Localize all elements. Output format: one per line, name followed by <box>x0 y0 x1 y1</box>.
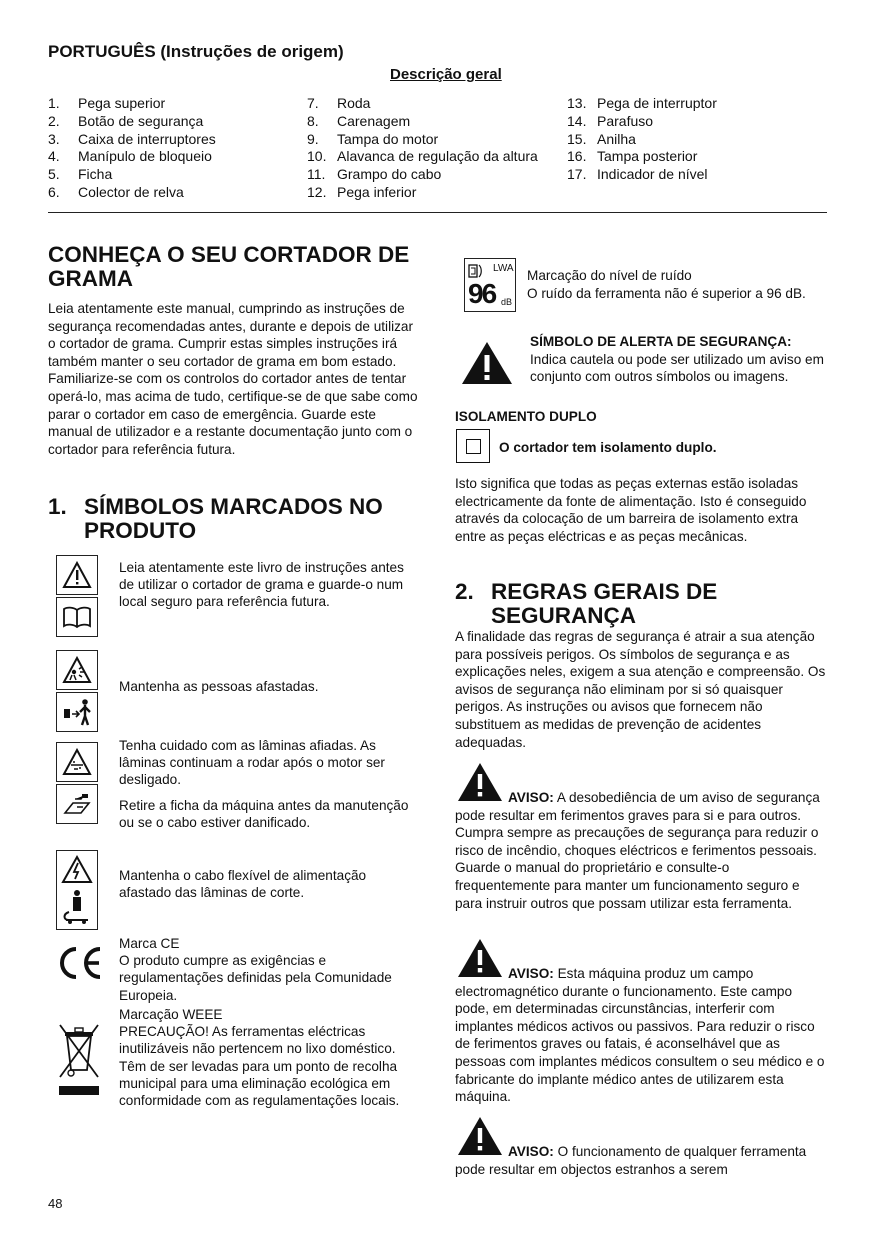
safety-alert-title: SÍMBOLO DE ALERTA DE SEGURANÇA: <box>530 334 792 349</box>
sharp-blades-symbol <box>56 742 100 826</box>
ce-mark-icon <box>56 945 104 986</box>
double-insulation-label: O cortador tem isolamento duplo. <box>499 440 717 455</box>
list-item: 11. Grampo do cabo <box>307 166 442 183</box>
parts-list-column-2 <box>307 95 538 202</box>
section-2-paragraph: A finalidade das regras de segurança é atrair a sua atenção para possíveis perigos. Os símbolos de segurança e as explicações neles, exigem a sua atenção e compreensão. Os avisos de segurança não eliminam por si só quaisquer perigos. As instruções ou avisos que fornecem não substituem as medidas de prevenção de acidentes adequadas. <box>455 629 826 750</box>
ce-mark-description <box>119 935 419 1004</box>
list-item: 3. Caixa de interruptores <box>48 130 216 147</box>
parts-list-title: Descrição geral <box>390 66 502 83</box>
noise-value: 96 <box>468 278 496 309</box>
weee-title: Marcação WEEE <box>119 1007 223 1022</box>
list-item: 7. Roda <box>307 95 371 111</box>
warning-text-1: A desobediência de um aviso de segurança pode resultar em ferimentos graves para si e para outros. Cumpra sempre as precauções de segurança para reduzir o risco de incêndio, choques eléctricos e ferimentos pessoais. Guarde o manual do proprietário e consulte-o frequentemente para manter um funcionamento seguro e para instruir outros que possam utilizar esta ferramenta. <box>455 790 820 911</box>
unplug-manual-icon <box>56 784 98 824</box>
list-item: 10. Alavanca de regulação da altura <box>307 148 538 165</box>
parts-list-column-3 <box>567 95 717 184</box>
noise-unit: dB <box>501 297 513 307</box>
double-insulation-icon <box>456 429 490 463</box>
ce-mark-text: O produto cumpre as exigências e regulamentações definidas pela Comunidade Europeia. <box>119 953 392 1003</box>
safety-alert-text: Indica cautela ou pode ser utilizado um aviso em conjunto com outros símbolos ou imagens. <box>530 351 824 385</box>
person-distance-icon <box>56 692 98 732</box>
double-insulation-heading: ISOLAMENTO DUPLO <box>455 409 597 424</box>
list-item: 9. Tampa do motor <box>307 130 439 147</box>
list-item: 15. Anilha <box>567 130 636 147</box>
section-2-heading: 2. REGRAS GERAIS DE SEGURANÇA <box>455 579 718 628</box>
book-icon <box>56 597 98 637</box>
thrown-objects-warning-icon <box>56 650 98 690</box>
warning-paragraph-2 <box>455 938 827 1106</box>
noise-title: Marcação do nível de ruído <box>527 268 692 283</box>
list-item: 6. Colector de relva <box>48 183 184 200</box>
warning-triangle-icon <box>56 555 98 595</box>
double-insulation-text: Isto significa que todas as peças externas estão isoladas electricamente da fonte de alimentação. Isto é conseguido através da colocação de um barreira de isolamento extra entre as peças eléctricas e as peças mecânicas. <box>455 476 807 544</box>
page-number: 48 <box>48 1196 63 1211</box>
warning-triangle-icon <box>457 762 503 807</box>
noise-level-icon <box>464 258 516 312</box>
list-item: 16. Tampa posterior <box>567 148 698 165</box>
electric-hazard-icon <box>56 850 98 930</box>
remove-plug-text: Retire a ficha da máquina antes da manutenção ou se o cabo estiver danificado. <box>119 798 409 831</box>
noise-description <box>527 267 837 302</box>
warning-triangle-icon <box>457 938 503 983</box>
warning-triangle-icon <box>457 1116 503 1161</box>
list-item: 17. Indicador de nível <box>567 166 708 183</box>
list-item: 5. Ficha <box>48 166 113 183</box>
ce-mark-title: Marca CE <box>119 936 180 951</box>
list-item: 2. Botão de segurança <box>48 112 204 129</box>
keep-away-text: Mantenha as pessoas afastadas. <box>119 679 319 694</box>
list-item: 13. Pega de interruptor <box>567 95 717 111</box>
warning-text-2: Esta máquina produz um campo electromagnético durante o funcionamento. Este campo pode, em determinadas circunstâncias, interferir com implantes médicos activos ou passivos. Para reduzir o risco de ferimentos graves ou fatais, é aconselhável que as pessoas com implantes médicos consultem o seu médico e o fabricante do implante médico antes de utilizarem esta máquina. <box>455 966 825 1105</box>
warning-paragraph-3 <box>455 1116 827 1178</box>
read-manual-text: Leia atentamente este livro de instruções antes de utilizar o cortador de grama e guarde-o num local seguro para referência futura. <box>119 560 404 610</box>
list-item: 8. Carenagem <box>307 112 411 129</box>
warning-label: AVISO: <box>508 966 554 981</box>
cable-away-text: Mantenha o cabo flexível de alimentação afastado das lâminas de corte. <box>119 868 367 901</box>
intro-paragraph: Leia atentamente este manual, cumprindo as instruções de segurança recomendadas antes, durante e depois de utilizar o cortador de grama. Cumprir estas simples instruções irá também manter o seu cortador de grama em bom estado. Familiarize-se com os controlos do cortador antes de tentar operá-lo, mas acima de tudo, certifique-se de que sabe como parar o cortador em caso de emergência. Guarde este manual de utilizador e a restante documentação junto com o cortador para referência futura. <box>48 301 418 457</box>
warning-label: AVISO: <box>508 1144 554 1159</box>
keep-away-symbol <box>56 650 100 734</box>
section-1-heading: 1. SÍMBOLOS MARCADOS NO PRODUTO <box>48 494 383 543</box>
header-divider <box>48 212 827 213</box>
list-item: 4. Manípulo de bloqueio <box>48 148 212 165</box>
intro-heading: CONHEÇA O SEU CORTADOR DE GRAMA <box>48 242 410 291</box>
noise-label: LWA <box>493 263 514 274</box>
noise-text: O ruído da ferramenta não é superior a 96 dB. <box>527 285 806 301</box>
weee-text: PRECAUÇÃO! As ferramentas eléctricas inutilizáveis não pertencem no lixo doméstico. Têm de ser levadas para um ponto de recolha municipal para uma eliminação ecológica em conformidade com as regulamentações locais. <box>119 1024 400 1109</box>
cable-away-symbol <box>56 850 100 932</box>
sharp-blades-text: Tenha cuidado com as lâminas afiadas. As lâminas continuam a rodar após o motor ser desligado. <box>119 738 385 788</box>
list-item: 1. Pega superior <box>48 95 166 111</box>
weee-description <box>119 1006 419 1109</box>
warning-text-3: O funcionamento de qualquer ferramenta pode resultar em objectos estranhos a serem <box>455 1144 807 1177</box>
list-item: 14. Parafuso <box>567 112 654 129</box>
language-title: PORTUGUÊS (Instruções de origem) <box>48 42 344 61</box>
safety-alert-icon <box>461 340 513 391</box>
blade-warning-icon <box>56 742 98 782</box>
weee-bin-icon <box>57 1022 101 1103</box>
safety-alert-description <box>530 333 830 386</box>
warning-label: AVISO: <box>508 790 554 805</box>
warning-paragraph-1 <box>455 762 827 912</box>
parts-list-column-1 <box>48 95 216 202</box>
read-manual-symbol <box>56 555 100 639</box>
list-item: 12. Pega inferior <box>307 183 417 200</box>
